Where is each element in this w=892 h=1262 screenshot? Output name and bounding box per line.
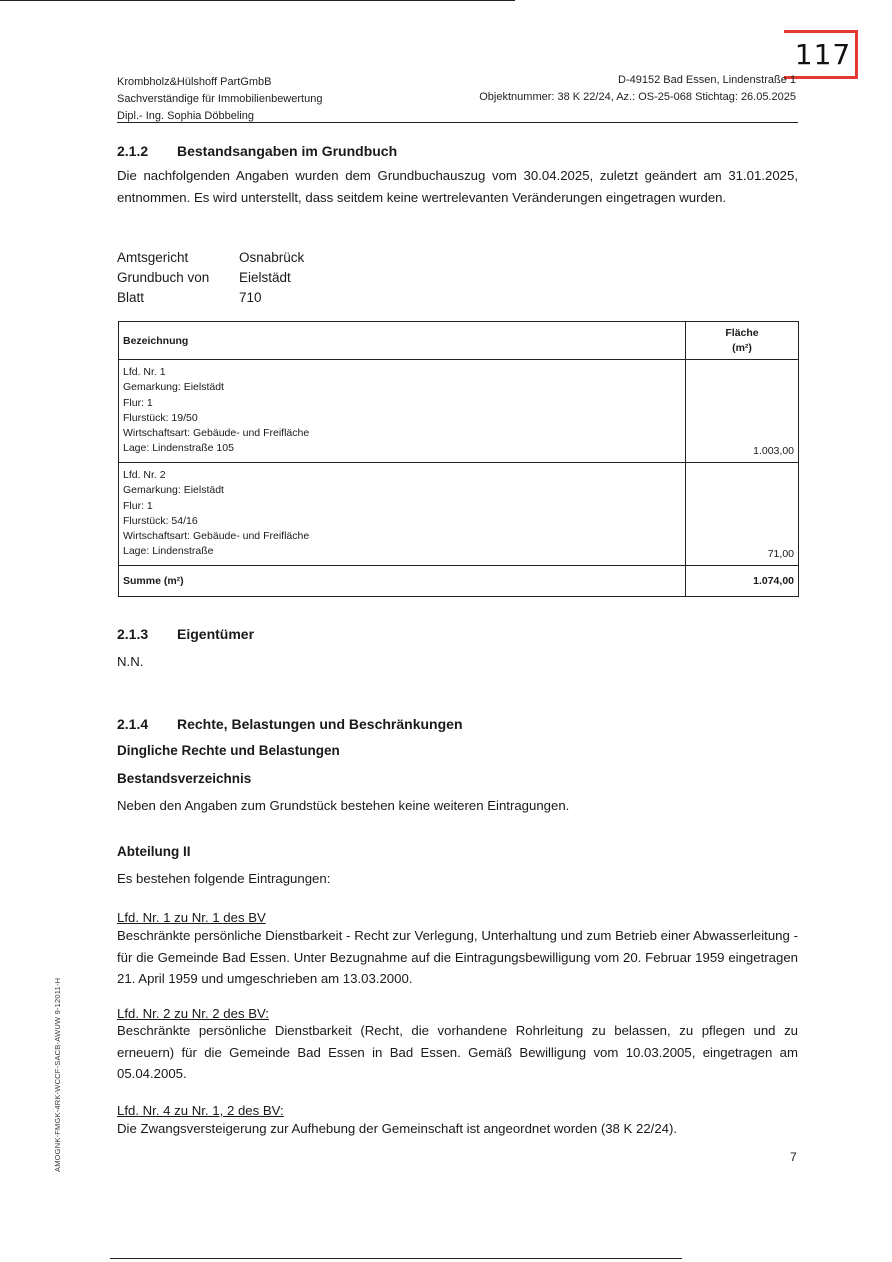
parcel-description: [119, 463, 686, 566]
parcel-line: Flurstück: 19/50: [123, 411, 198, 424]
section-heading-2-1-4: [117, 716, 463, 732]
sum-label: Summe (m²): [119, 566, 686, 597]
entry-text: Beschränkte persönliche Dienstbarkeit - Recht zur Verlegung, Unterhaltung und zum Betrieb einer Abwasserleitung - für die Gemeinde Bad Essen. Unter Bezugnahme auf die Eintragungsbewilligung vom 20. Februar 1959 eingetragen 21. April 1959 und umgeschrieben am 13.03.2000.: [117, 928, 798, 986]
parcel-description: [119, 360, 686, 463]
section-intro-paragraph: Die nachfolgenden Angaben wurden dem Grundbuchauszug vom 30.04.2025, zuletzt geändert am 31.01.2025, entnommen. Es wird unterstellt, dass seitdem keine wertrelevanten Veränderungen eingetragen wurden.: [117, 168, 798, 205]
col-header-flaeche: [686, 322, 799, 360]
kv-key: Grundbuch von: [117, 270, 210, 285]
section-title: Bestandsangaben im Grundbuch: [177, 143, 398, 159]
header-object-number: Objektnummer: 38 K 22/24, Az.: OS-25-068 Stichtag: 26.05.2025: [479, 91, 796, 103]
subheading-bestandsverzeichnis: Bestandsverzeichnis: [117, 771, 252, 786]
col-header-bezeichnung: Bezeichnung: [119, 322, 686, 360]
parcel-line: Lage: Lindenstraße: [123, 545, 214, 558]
kv-value: Eielstädt: [239, 270, 291, 285]
section-number: 2.1.4: [117, 716, 149, 732]
parcel-area: 71,00: [686, 463, 799, 566]
kv-row: [117, 268, 304, 288]
parcel-line: Gemarkung: Eielstädt: [123, 381, 224, 394]
header-company: Krombholz&Hülshoff PartGmbB: [117, 76, 272, 88]
kv-value: 710: [239, 290, 262, 305]
registry-key-values: [117, 248, 304, 308]
section-title: Rechte, Belastungen und Beschränkungen: [177, 716, 463, 732]
page-number: 7: [790, 1150, 797, 1164]
parcel-line: Wirtschaftsart: Gebäude- und Freifläche: [123, 427, 310, 440]
bv-text: Neben den Angaben zum Grundstück bestehen keine weiteren Eintragungen.: [117, 798, 570, 813]
col-header-flaeche-label: Fläche: [725, 326, 759, 339]
kv-key: Amtsgericht: [117, 250, 189, 265]
bottom-border-line: [110, 1258, 682, 1259]
table-row: [119, 360, 799, 463]
parcel-line: Flur: 1: [123, 396, 153, 409]
parcel-line: Flur: 1: [123, 499, 153, 512]
parcel-line: Lfd. Nr. 1: [123, 366, 166, 378]
parcel-line: Flurstück: 54/16: [123, 514, 198, 527]
section-heading-2-1-3: [117, 626, 254, 642]
top-border-line: [0, 0, 515, 1]
subheading-rights: Dingliche Rechte und Belastungen: [117, 743, 340, 758]
table-sum-row: [119, 566, 799, 597]
header-rule: [117, 122, 798, 123]
header-right: [479, 72, 796, 106]
parcel-area: 1.003,00: [686, 360, 799, 463]
parcel-table: [118, 321, 799, 597]
table-row: [119, 463, 799, 566]
kv-value: Osnabrück: [239, 250, 305, 265]
parcel-line: Lfd. Nr. 2: [123, 469, 166, 481]
kv-row: [117, 248, 304, 268]
entry-heading: Lfd. Nr. 4 zu Nr. 1, 2 des BV:: [117, 1103, 284, 1118]
entry-text: Die Zwangsversteigerung zur Aufhebung der Gemeinschaft ist angeordnet worden (38 K 22/24).: [117, 1121, 678, 1136]
abteilung-intro: Es bestehen folgende Eintragungen:: [117, 871, 331, 886]
header-left: [117, 74, 322, 125]
section-heading-2-1-2: [117, 143, 397, 159]
table-header-row: [119, 322, 799, 360]
sum-value: 1.074,00: [686, 566, 799, 597]
col-header-flaeche-unit: (m²): [732, 341, 752, 354]
header-person: Dipl.- Ing. Sophia Döbbeling: [117, 110, 254, 122]
parcel-line: Gemarkung: Eielstädt: [123, 484, 224, 497]
section-title: Eigentümer: [177, 626, 255, 642]
entry-heading: Lfd. Nr. 1 zu Nr. 1 des BV: [117, 910, 266, 925]
parcel-line: Lage: Lindenstraße 105: [123, 442, 234, 455]
section-number: 2.1.2: [117, 143, 149, 159]
entry-heading: Lfd. Nr. 2 zu Nr. 2 des BV:: [117, 1006, 269, 1021]
kv-key: Blatt: [117, 290, 145, 305]
parcel-line: Wirtschaftsart: Gebäude- und Freifläche: [123, 530, 310, 543]
owner-text: N.N.: [117, 654, 144, 669]
header-address: D-49152 Bad Essen, Lindenstraße 1: [618, 74, 796, 86]
page-stamp-number: 117: [794, 38, 852, 71]
side-document-code: AMOGNK-FMGK-4RK-WCCF-SACB-AWUW 9-12011-H: [53, 977, 62, 1172]
kv-row: [117, 288, 304, 308]
section-number: 2.1.3: [117, 626, 149, 642]
header-profession: Sachverständige für Immobilienbewertung: [117, 93, 323, 105]
entry-text: Beschränkte persönliche Dienstbarkeit (Recht, die vorhandene Rohrleitung zu belassen, zu pflegen und zu erneuern) für die Gemeinde Bad Essen in Bad Essen. Gemäß Bewilligung vom 10.03.2005, eingetragen am 05.04.2005.: [117, 1023, 798, 1081]
subheading-abteilung: Abteilung II: [117, 844, 191, 859]
